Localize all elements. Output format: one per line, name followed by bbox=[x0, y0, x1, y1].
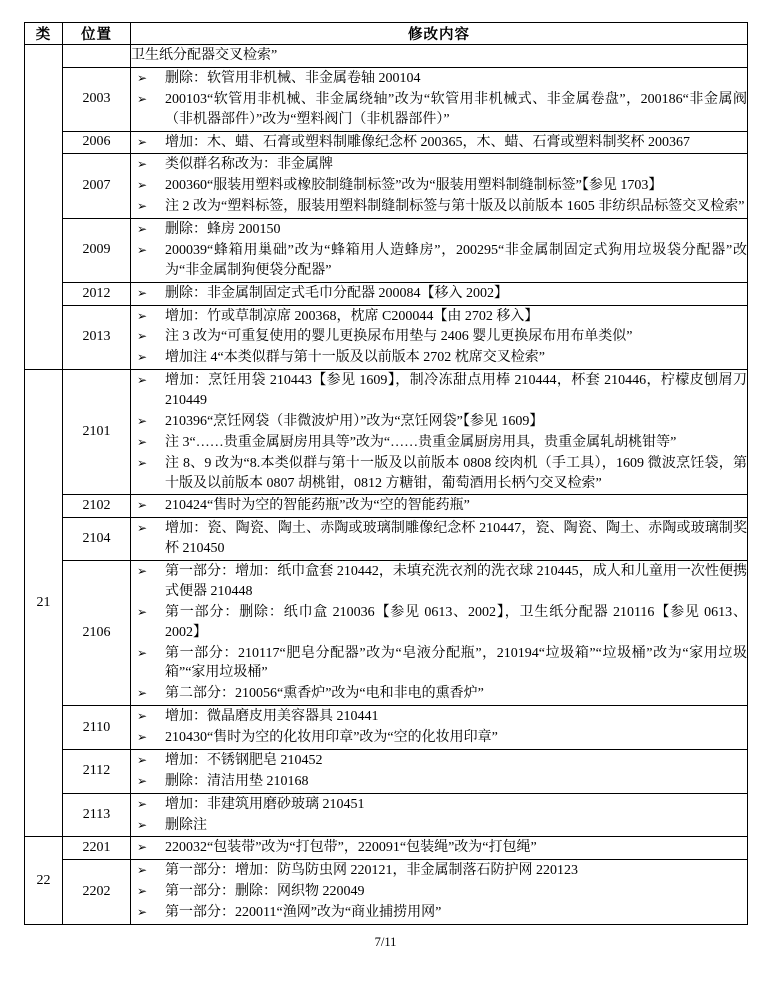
content-item bbox=[131, 348, 747, 368]
content-cell bbox=[131, 45, 748, 68]
arrow-bullet-icon: ➢ bbox=[137, 91, 148, 106]
table-row bbox=[25, 495, 748, 518]
position-cell: 2201 bbox=[63, 837, 131, 860]
arrow-bullet-icon: ➢ bbox=[137, 863, 148, 878]
content-item bbox=[131, 562, 747, 602]
table-row bbox=[25, 154, 748, 219]
content-item bbox=[131, 728, 747, 748]
arrow-bullet-icon: ➢ bbox=[137, 752, 148, 767]
content-item-text: 210430“售时为空的化妆用印章”改为“空的化妆用印章” bbox=[165, 730, 498, 745]
content-item-text: 200360“服装用塑料或橡胶制缝制标签”改为“服装用塑料制缝制标签”【参见 1703】 bbox=[165, 178, 663, 194]
content-item-text: 增加：竹或草制凉席 200368，枕席 C200044【由 2702 移入】 bbox=[165, 308, 539, 324]
header-content: 修改内容 bbox=[131, 23, 748, 45]
content-item bbox=[131, 327, 747, 347]
content-item bbox=[131, 133, 747, 153]
class-cell: 21 bbox=[25, 370, 63, 837]
content-item-text: 删除注 bbox=[165, 817, 207, 833]
content-item-text: 增加：微晶磨皮用美容器具 210441 bbox=[165, 709, 379, 725]
content-item bbox=[131, 46, 747, 66]
content-item bbox=[131, 155, 747, 175]
content-item-text: 200103“软管用非机械、非金属绕轴”改为“软管用非机械式、非金属卷盘”，200186“非金属阀（非机器部件）”改为“塑料阀门（非机器部件）” bbox=[165, 91, 747, 127]
position-cell: 2113 bbox=[63, 793, 131, 837]
content-item bbox=[131, 433, 747, 453]
content-item-text: 210396“烹饪网袋（非微波炉用）”改为“烹饪网袋”【参见 1609】 bbox=[165, 413, 544, 429]
position-cell: 2202 bbox=[63, 860, 131, 925]
content-cell bbox=[131, 706, 748, 750]
content-item-text: 200039“蜂箱用巢础”改为“蜂箱用人造蜂房”，200295“非金属制固定式狗用垃圾袋分配器”改为“非金属制狗便袋分配器” bbox=[165, 242, 747, 278]
content-item-text: 增加：瓷、陶瓷、陶土、赤陶或玻璃制雕像纪念杯 210447，瓷、陶瓷、陶土、赤陶或玻璃制奖杯 210450 bbox=[165, 521, 747, 557]
position-cell: 2106 bbox=[63, 561, 131, 706]
content-item-text: 增加：非建筑用磨砂玻璃 210451 bbox=[165, 796, 365, 812]
position-cell: 2012 bbox=[63, 282, 131, 305]
content-cell bbox=[131, 154, 748, 219]
content-item-text: 删除：清洁用垫 210168 bbox=[165, 773, 309, 789]
content-item bbox=[131, 644, 747, 684]
content-item bbox=[131, 496, 747, 516]
content-cell bbox=[131, 282, 748, 305]
content-item-text: 增加：木、蜡、石膏或塑料制雕像纪念杯 200365，木、蜡、石膏或塑料制奖杯 200367 bbox=[165, 134, 690, 150]
table-row bbox=[25, 518, 748, 561]
arrow-bullet-icon: ➢ bbox=[137, 350, 148, 365]
position-cell: 2110 bbox=[63, 706, 131, 750]
content-item bbox=[131, 454, 747, 494]
arrow-bullet-icon: ➢ bbox=[137, 564, 148, 578]
arrow-bullet-icon: ➢ bbox=[137, 498, 148, 513]
class-cell bbox=[25, 45, 63, 370]
content-item bbox=[131, 903, 747, 923]
table-row bbox=[25, 561, 748, 706]
content-item-text: 注 3“……贵重金属厨房用具等”改为“……贵重金属厨房用具，贵重金属轧胡桃钳等” bbox=[165, 434, 677, 450]
content-item-text: 增加注 4“本类似群与第十一版及以前版本 2702 枕席交叉检索” bbox=[165, 350, 545, 366]
content-cell bbox=[131, 837, 748, 860]
arrow-bullet-icon: ➢ bbox=[137, 645, 148, 660]
content-item bbox=[131, 197, 747, 217]
content-item bbox=[131, 684, 747, 704]
content-item bbox=[131, 220, 747, 240]
arrow-bullet-icon: ➢ bbox=[137, 709, 148, 724]
position-cell: 2003 bbox=[63, 67, 131, 131]
content-item bbox=[131, 90, 747, 130]
arrow-bullet-icon: ➢ bbox=[137, 178, 148, 193]
table-body bbox=[25, 45, 748, 925]
class-cell: 22 bbox=[25, 837, 63, 925]
arrow-bullet-icon: ➢ bbox=[137, 222, 148, 236]
header-position: 位置 bbox=[63, 23, 131, 45]
content-item bbox=[131, 307, 747, 327]
arrow-bullet-icon: ➢ bbox=[137, 329, 148, 344]
arrow-bullet-icon: ➢ bbox=[137, 199, 148, 214]
content-cell bbox=[131, 131, 748, 154]
content-item bbox=[131, 69, 747, 89]
content-cell bbox=[131, 561, 748, 706]
position-cell: 2104 bbox=[63, 518, 131, 561]
arrow-bullet-icon: ➢ bbox=[137, 434, 148, 449]
content-item bbox=[131, 176, 747, 196]
table-row bbox=[25, 45, 748, 68]
table-row bbox=[25, 860, 748, 925]
content-cell bbox=[131, 305, 748, 370]
content-item-text: 类似群名称改为：非金属牌 bbox=[165, 157, 333, 173]
table-row bbox=[25, 837, 748, 860]
arrow-bullet-icon: ➢ bbox=[137, 157, 148, 172]
table-row bbox=[25, 706, 748, 750]
content-item-text: 注 8、9 改为“8.本类似群与第十一版及以前版本 0808 绞肉机（手工具），1609 微波烹饪袋，第十版及以前版本 0807 胡桃钳，0812 方糖钳，葡萄酒用长柄勺交叉检索” bbox=[165, 455, 747, 491]
content-item-text: 注 2 改为“塑料标签，服装用塑料制缝制标签与第十版及以前版本 1605 非纺织品标签交叉检索” bbox=[165, 199, 745, 215]
position-cell: 2101 bbox=[63, 370, 131, 495]
content-item bbox=[131, 751, 747, 771]
content-item-text: 注 3 改为“可重复使用的婴儿更换尿布用垫与 2406 婴儿更换尿布用布单类似” bbox=[165, 329, 633, 345]
content-item bbox=[131, 772, 747, 792]
content-cell bbox=[131, 370, 748, 495]
position-cell: 2007 bbox=[63, 154, 131, 219]
content-item bbox=[131, 882, 747, 902]
arrow-bullet-icon: ➢ bbox=[137, 817, 148, 832]
content-item bbox=[131, 284, 747, 304]
position-cell: 2013 bbox=[63, 305, 131, 370]
content-item-text: 第一部分：220011“渔网”改为“商业捕捞用网” bbox=[165, 905, 442, 920]
content-item-text: 增加：烹饪用袋 210443【参见 1609】，制冷冻甜点用棒 210444，杯套 210446，柠檬皮刨屑刀 210449 bbox=[165, 373, 747, 408]
content-cell bbox=[131, 860, 748, 925]
table-row bbox=[25, 67, 748, 131]
content-cell bbox=[131, 495, 748, 518]
content-item bbox=[131, 241, 747, 281]
arrow-bullet-icon: ➢ bbox=[137, 686, 148, 701]
arrow-bullet-icon: ➢ bbox=[137, 134, 148, 149]
arrow-bullet-icon: ➢ bbox=[137, 242, 148, 257]
arrow-bullet-icon: ➢ bbox=[137, 840, 148, 855]
content-cell bbox=[131, 219, 748, 283]
arrow-bullet-icon: ➢ bbox=[137, 455, 148, 470]
arrow-bullet-icon: ➢ bbox=[137, 773, 148, 788]
content-item-text: 第一部分：删除：网织物 220049 bbox=[165, 884, 365, 900]
position-cell: 2009 bbox=[63, 219, 131, 283]
table-row bbox=[25, 749, 748, 793]
content-cell bbox=[131, 793, 748, 837]
position-cell: 2006 bbox=[63, 131, 131, 154]
content-item bbox=[131, 838, 747, 858]
position-cell: 2102 bbox=[63, 495, 131, 518]
content-item bbox=[131, 707, 747, 727]
content-item-text: 第一部分：增加：纸巾盒套 210442，未填充洗衣剂的洗衣球 210445，成人和儿童用一次性便携式便器 210448 bbox=[165, 564, 747, 599]
arrow-bullet-icon: ➢ bbox=[137, 884, 148, 899]
position-cell bbox=[63, 45, 131, 68]
content-item-text: 第一部分：210117“肥皂分配器”改为“皂液分配瓶”，210194“垃圾箱”“垃圾桶”改为“家用垃圾箱”“家用垃圾桶” bbox=[165, 645, 747, 681]
arrow-bullet-icon: ➢ bbox=[137, 70, 148, 85]
content-item bbox=[131, 795, 747, 815]
content-item-text: 第一部分：增加：防鸟防虫网 220121，非金属制落石防护网 220123 bbox=[165, 863, 578, 879]
content-item bbox=[131, 816, 747, 836]
arrow-bullet-icon: ➢ bbox=[137, 308, 148, 323]
content-item-text: 删除：蜂房 200150 bbox=[165, 222, 281, 237]
content-cell bbox=[131, 67, 748, 131]
content-item-text: 删除：软管用非机械、非金属卷轴 200104 bbox=[165, 70, 421, 86]
arrow-bullet-icon: ➢ bbox=[137, 521, 148, 536]
content-item-text: 220032“包装带”改为“打包带”，220091“包装绳”改为“打包绳” bbox=[165, 840, 537, 856]
arrow-bullet-icon: ➢ bbox=[137, 730, 148, 744]
amendment-table bbox=[24, 22, 748, 925]
arrow-bullet-icon: ➢ bbox=[137, 413, 148, 428]
content-item-text: 删除：非金属制固定式毛巾分配器 200084【移入 2002】 bbox=[165, 285, 508, 301]
content-item bbox=[131, 412, 747, 432]
table-row bbox=[25, 370, 748, 495]
table-row bbox=[25, 305, 748, 370]
table-row bbox=[25, 219, 748, 283]
arrow-bullet-icon: ➢ bbox=[137, 373, 148, 388]
content-item bbox=[131, 603, 747, 643]
table-row bbox=[25, 793, 748, 837]
position-cell: 2112 bbox=[63, 749, 131, 793]
page-number: 7/11 bbox=[374, 934, 397, 949]
content-item-text: 第二部分：210056“熏香炉”改为“电和非电的熏香炉” bbox=[165, 686, 484, 702]
content-item bbox=[131, 371, 747, 411]
content-item bbox=[131, 519, 747, 559]
table-row bbox=[25, 282, 748, 305]
content-item bbox=[131, 861, 747, 881]
table-header-row bbox=[25, 23, 748, 45]
content-item-text: 增加：不锈钢肥皂 210452 bbox=[165, 752, 323, 768]
table-row bbox=[25, 131, 748, 154]
content-cell bbox=[131, 749, 748, 793]
arrow-bullet-icon: ➢ bbox=[137, 796, 148, 811]
content-item-text: 第一部分：删除：纸巾盒 210036【参见 0613、2002】，卫生纸分配器 210116【参见 0613、2002】 bbox=[165, 604, 747, 640]
arrow-bullet-icon: ➢ bbox=[137, 604, 148, 619]
header-class: 类 bbox=[25, 23, 63, 45]
content-cell bbox=[131, 518, 748, 561]
content-item-text: 210424“售时为空的智能药瓶”改为“空的智能药瓶” bbox=[165, 498, 470, 514]
arrow-bullet-icon: ➢ bbox=[137, 285, 148, 300]
content-item-text: 卫生纸分配器交叉检索” bbox=[131, 48, 278, 63]
arrow-bullet-icon: ➢ bbox=[137, 905, 148, 919]
